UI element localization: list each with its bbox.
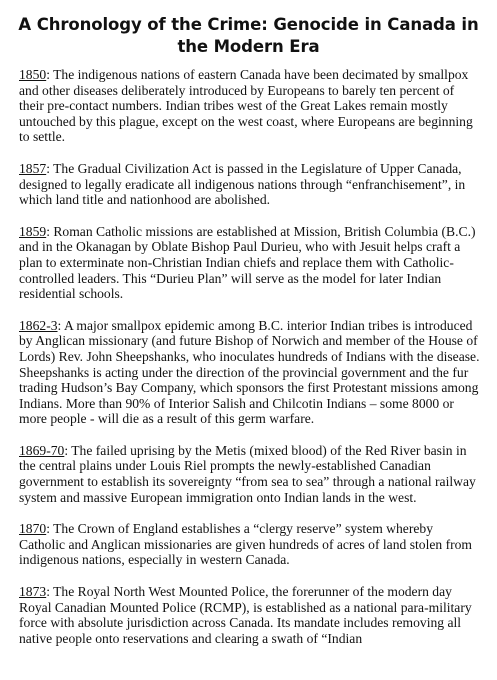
entry-date: 1857: [19, 160, 47, 176]
entry-date: 1850: [19, 67, 47, 82]
chronology-entry: [19, 443, 481, 505]
chronology-entry: [19, 584, 481, 646]
entry-text: : The Crown of England establishes a “clergy reserve” system whereby Catholic and Anglican missionaries are given hundreds of acres of land stolen from indigenous nations, especially in western Canada.: [19, 521, 473, 568]
document-title: A Chronology of the Crime: Genocide in Canada in the Modern Era: [18, 15, 479, 56]
chronology-entry: [19, 161, 481, 208]
entry-date: 1870: [19, 521, 47, 537]
entry-text: : Roman Catholic missions are established at Mission, British Columbia (B.C.) and in the Okanagan by Oblate Bishop Paul Durieu, who with Jesuit helps craft a plan to exterminate non-Christian Indian chiefs and replace them with Catholic-controlled leaders. This “Durieu Plan” will serve as the model for later Indian residential schools.: [19, 223, 476, 302]
chronology-entries: [19, 67, 481, 646]
entry-text: : The failed uprising by the Metis (mixed blood) of the Red River basin in the central plains under Louis Riel prompts the newly-established Canadian government to establish its sovereignty “from sea to sea” through a national railway system and massive European immigration onto Indian lands in the west.: [19, 442, 476, 505]
entry-text: : The indigenous nations of eastern Canada have been decimated by smallpox and other diseases deliberately introduced by Europeans to barely ten percent of their pre-contact numbers. Indian tribes west of the Great Lakes remain mostly untouched by this plague, except on the west coast, where Europeans are beginning to settle.: [19, 67, 473, 145]
chronology-entry: [19, 67, 481, 145]
entry-date: 1862-3: [19, 317, 58, 333]
entry-text: : The Gradual Civilization Act is passed in the Legislature of Upper Canada, designed to legally eradicate all indigenous nations through “enfranchisement”, in which land title and nationhood are abolished.: [19, 160, 466, 208]
entry-text: : The Royal North West Mounted Police, the forerunner of the modern day Royal Canadian Mounted Police (RCMP), is established as a national para-military force with absolute jurisdiction across Canada. Its mandate includes removing all native people onto reservations and clearing a swath of “Indian: [19, 584, 472, 646]
entry-date: 1869-70: [19, 442, 65, 458]
chronology-entry: [19, 521, 481, 568]
entry-text: : A major smallpox epidemic among B.C. interior Indian tribes is introduced by Anglican missionary (and future Bishop of Norwich and member of the House of Lords) Rev. John Sheepshanks, who inoculates hundreds of Indians with the disease. Sheepshanks is acting under the direction of the provincial government and the fur trading Hudson’s Bay Company, which sponsors the first Protestant missions among Indians. More than 90% of Interior Salish and Chilcotin Indians – some 8000 or more people - will die as a result of this germ warfare.: [19, 317, 480, 427]
entry-date: 1859: [19, 223, 47, 239]
chronology-entry: [19, 318, 481, 427]
entry-date: 1873: [19, 584, 47, 600]
chronology-entry: [19, 224, 481, 302]
